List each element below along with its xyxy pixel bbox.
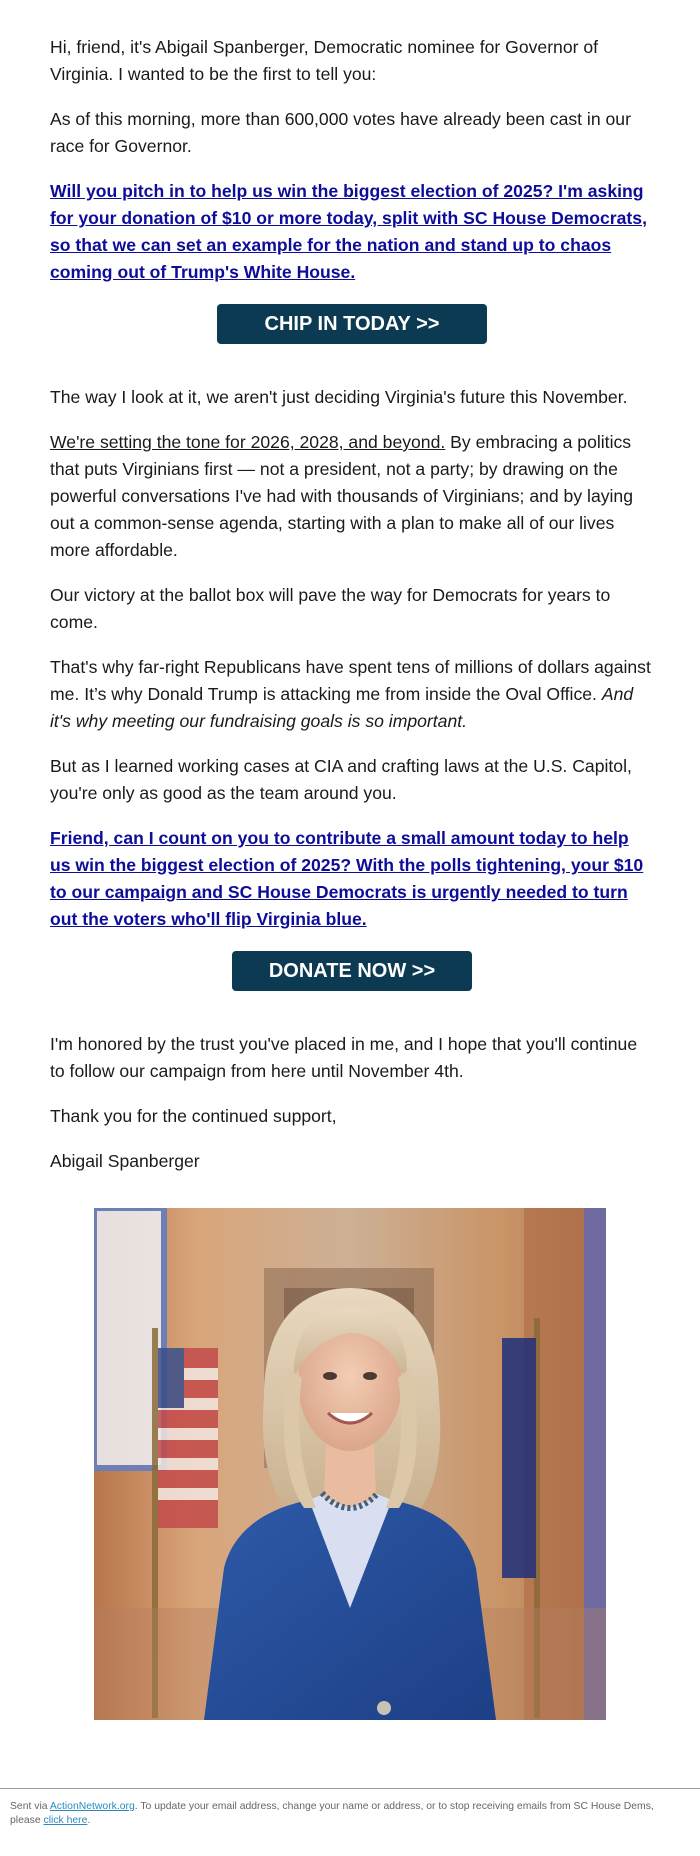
republicans-paragraph: [50, 654, 654, 735]
footer-divider: [0, 1788, 700, 1789]
votes-paragraph: As of this morning, more than 600,000 votes have already been cast in our race for Governor.: [50, 109, 631, 156]
republicans-text: That's why far-right Republicans have spent tens of millions of dollars against me. It’s why Donald Trump is attacking me from inside the Oval Office.: [50, 657, 651, 704]
footer-suffix: .: [87, 1815, 91, 1826]
donate-button-wrap: [50, 951, 654, 991]
donation-ask-link-2[interactable]: Friend, can I count on you to contribute a small amount today to help us win the biggest election of 2025? With the polls tightening, your $10 to our campaign and SC House Democrats is urgently needed to turn out the voters who'll flip Virginia blue.: [50, 828, 644, 929]
unsubscribe-link[interactable]: click here: [43, 1815, 88, 1826]
candidate-portrait-illustration: [94, 1208, 606, 1720]
future-paragraph: The way I look at it, we aren't just deciding Virginia's future this November.: [50, 387, 628, 407]
fundraising-italic-text: And it's why meeting our fundraising goals is so important.: [50, 684, 634, 731]
candidate-photo: [94, 1208, 606, 1720]
footer-middle: . To update your email address, change your name or address, or to stop receiving emails from SC House Dems, please: [10, 1801, 654, 1826]
tone-paragraph: [50, 429, 654, 564]
actionnetwork-link[interactable]: ActionNetwork.org: [49, 1801, 135, 1812]
honored-paragraph: I'm honored by the trust you've placed in me, and I hope that you'll continue to follow our campaign from here until November 4th.: [50, 1034, 638, 1081]
victory-paragraph: Our victory at the ballot box will pave the way for Democrats for years to come.: [50, 585, 611, 632]
chip-in-button[interactable]: CHIP IN TODAY >>: [217, 304, 487, 344]
tone-underlined-text: We're setting the tone for 2026, 2028, and beyond.: [50, 432, 446, 452]
team-paragraph: But as I learned working cases at CIA and crafting laws at the U.S. Capitol, you're only as good as the team around you.: [50, 756, 632, 803]
greeting-paragraph: Hi, friend, it's Abigail Spanberger, Democratic nominee for Governor of Virginia. I wanted to be the first to tell you:: [50, 37, 599, 84]
chip-in-button-wrap: [50, 304, 654, 344]
donation-ask-link-1[interactable]: Will you pitch in to help us win the biggest election of 2025? I'm asking for your donation of $10 or more today, split with SC House Democrats, so that we can set an example for the nation and stand up to chaos coming out of Trump's White House.: [50, 181, 647, 282]
signature: Abigail Spanberger: [50, 1151, 200, 1171]
email-body: [50, 34, 654, 1193]
tone-rest-text: By embracing a politics that puts Virginians first — not a president, not a party; by drawing on the powerful conversations I've had with thousands of Virginians; and by laying out a common-sense agenda, starting with a plan to make all of our lives more affordable.: [50, 432, 633, 560]
donate-now-button[interactable]: DONATE NOW >>: [232, 951, 472, 991]
email-footer: [10, 1800, 670, 1828]
footer-prefix: Sent via: [10, 1801, 50, 1812]
thanks-paragraph: Thank you for the continued support,: [50, 1106, 337, 1126]
